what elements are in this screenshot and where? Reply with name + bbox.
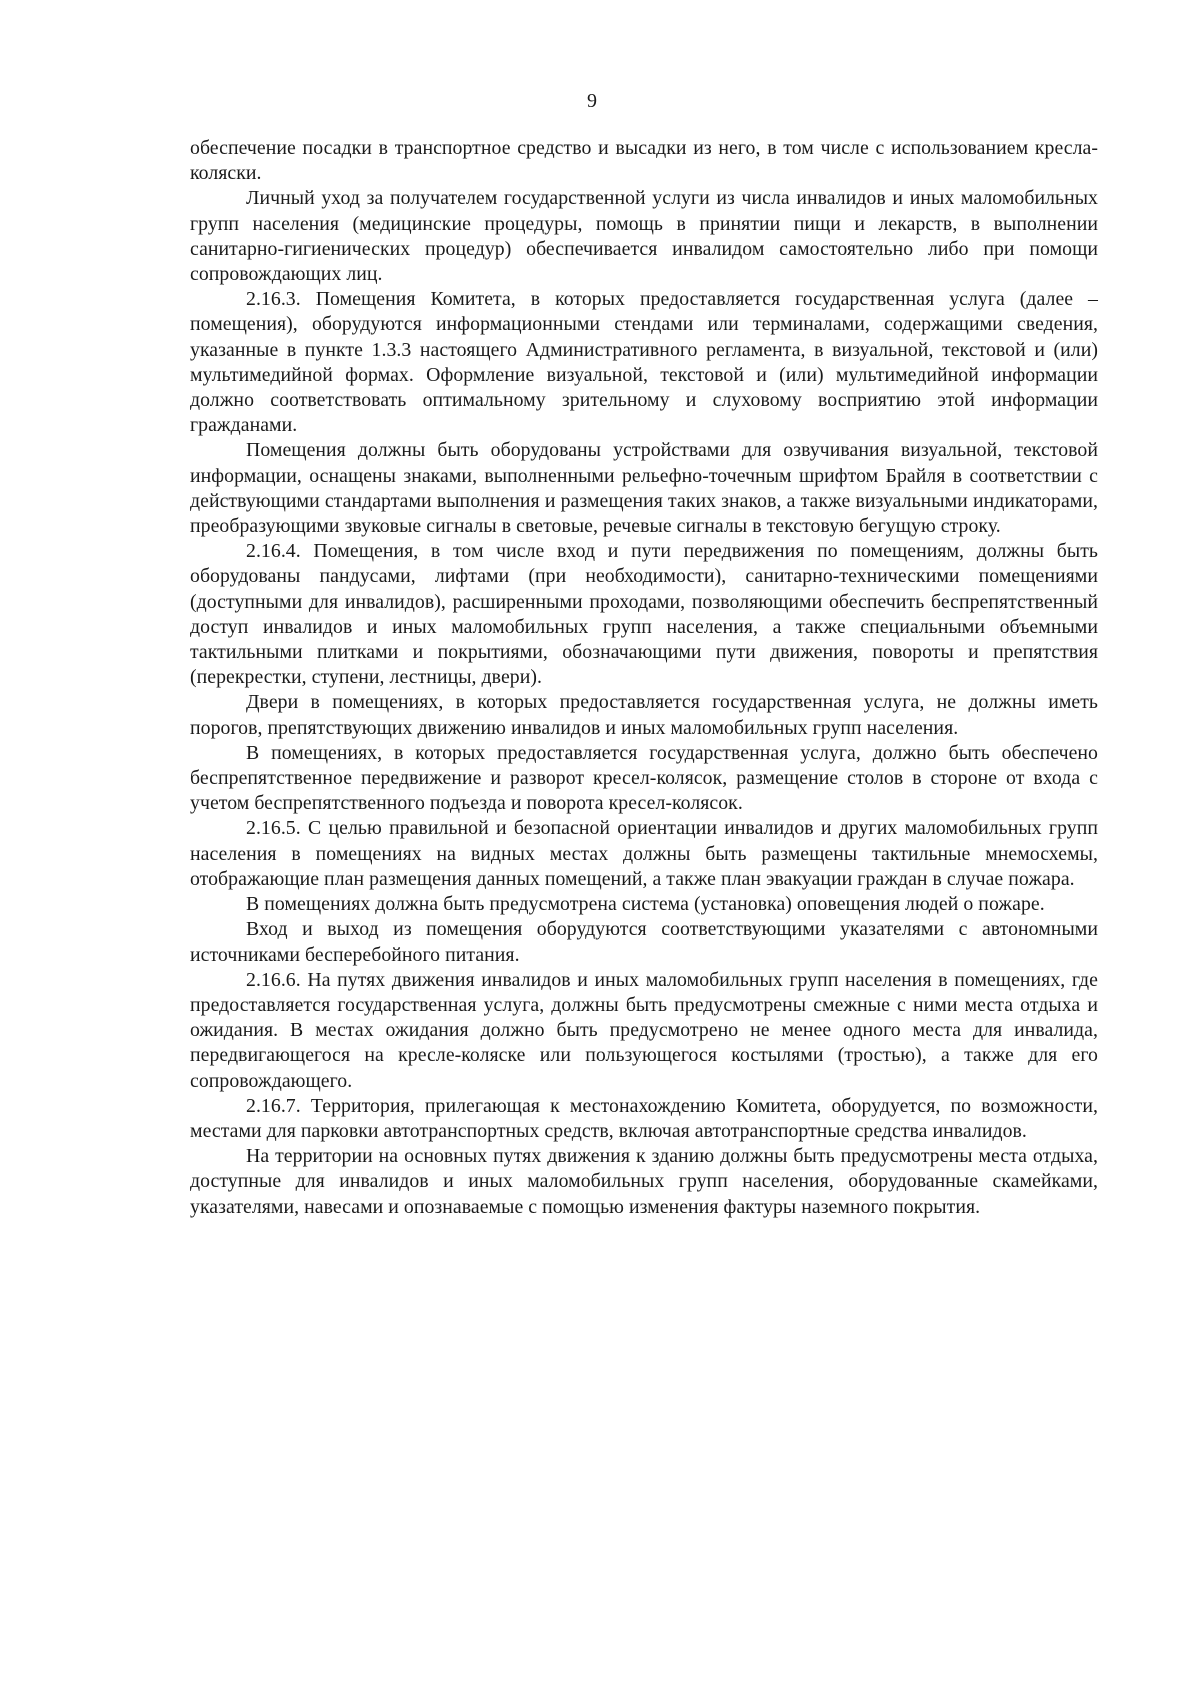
page-number: 9: [587, 90, 597, 112]
paragraph-2-16-5: 2.16.5. С целью правильной и безопасной ориентации инвалидов и других маломобильных групп населения в помещениях на видных местах должны быть размещены тактильные мнемосхемы, отображающие план размещения данных помещений, а также план эвакуации граждан в случае пожара.: [190, 817, 1098, 890]
paragraph-wheelchair-movement: В помещениях, в которых предоставляется государственная услуга, должно быть обеспечено беспрепятственное передвижение и разворот кресел-колясок, размещение столов в стороне от входа с учетом беспрепятственного подъезда и поворота кресел-колясок.: [190, 741, 1098, 815]
document-body: [190, 136, 1098, 1220]
paragraph-personal-care: Личный уход за получателем государственной услуги из числа инвалидов и иных маломобильных групп населения (медицинские процедуры, помощь в принятии пищи и лекарств, в выполнении санитарно-гигиенических процедур) обеспечивается инвалидом самостоятельно либо при помощи сопровождающих лиц.: [190, 187, 1098, 286]
paragraph-doors: Двери в помещениях, в которых предоставляется государственная услуга, не должны иметь порогов, препятствующих движению инвалидов и иных маломобильных групп населения.: [190, 691, 1098, 739]
paragraph-2-16-6: 2.16.6. На путях движения инвалидов и иных маломобильных групп населения в помещениях, где предоставляется государственная услуга, должны быть предусмотрены смежные с ними места отдыха и ожидания. В местах ожидания должно быть предусмотрено не менее одного места для инвалида, передвигающегося на кресле-коляске или пользующегося костылями (тростью), а также для его сопровождающего.: [190, 968, 1098, 1092]
paragraph-continuation: обеспечение посадки в транспортное средство и высадки из него, в том числе с использованием кресла-коляски.: [190, 137, 1098, 185]
paragraph-2-16-3: 2.16.3. Помещения Комитета, в которых предоставляется государственная услуга (далее – помещения), оборудуются информационными стендами или терминалами, содержащими сведения, указанные в пункте 1.3.3 настоящего Административного регламента, в визуальной, текстовой и (или) мультимедийной формах. Оформление визуальной, текстовой и (или) мультимедийной информации должно соответствовать оптимальному зрительному и слуховому восприятию этой информации гражданами.: [190, 288, 1098, 437]
paragraph-territory: На территории на основных путях движения к зданию должны быть предусмотрены места отдыха, доступные для инвалидов и иных маломобильных групп населения, оборудованные скамейками, указателями, навесами и опознаваемые с помощью изменения фактуры наземного покрытия.: [190, 1145, 1098, 1218]
paragraph-fire-alert: В помещениях должна быть предусмотрена система (установка) оповещения людей о пожаре.: [246, 893, 1045, 916]
paragraph-2-16-7: 2.16.7. Территория, прилегающая к местонахождению Комитета, оборудуется, по возможности, местами для парковки автотранспортных средств, включая автотранспортные средства инвалидов.: [190, 1094, 1098, 1142]
paragraph-2-16-4: 2.16.4. Помещения, в том числе вход и пути передвижения по помещениям, должны быть оборудованы пандусами, лифтами (при необходимости), санитарно-техническими помещениями (доступными для инвалидов), расширенными проходами, позволяющими обеспечить беспрепятственный доступ инвалидов и иных маломобильных групп населения, а также специальными объемными тактильными плитками и покрытиями, обозначающими пути движения, повороты и препятствия (перекрестки, ступени, лестницы, двери).: [190, 540, 1098, 689]
paragraph-entrance-exit: Вход и выход из помещения оборудуются соответствующими указателями с автономными источниками бесперебойного питания.: [190, 918, 1098, 966]
paragraph-audio-braille: Помещения должны быть оборудованы устройствами для озвучивания визуальной, текстовой информации, оснащены знаками, выполненными рельефно-точечным шрифтом Брайля в соответствии с действующими стандартами выполнения и размещения таких знаков, а также визуальными индикаторами, преобразующими звуковые сигналы в световые, речевые сигналы в текстовую бегущую строку.: [190, 439, 1098, 538]
